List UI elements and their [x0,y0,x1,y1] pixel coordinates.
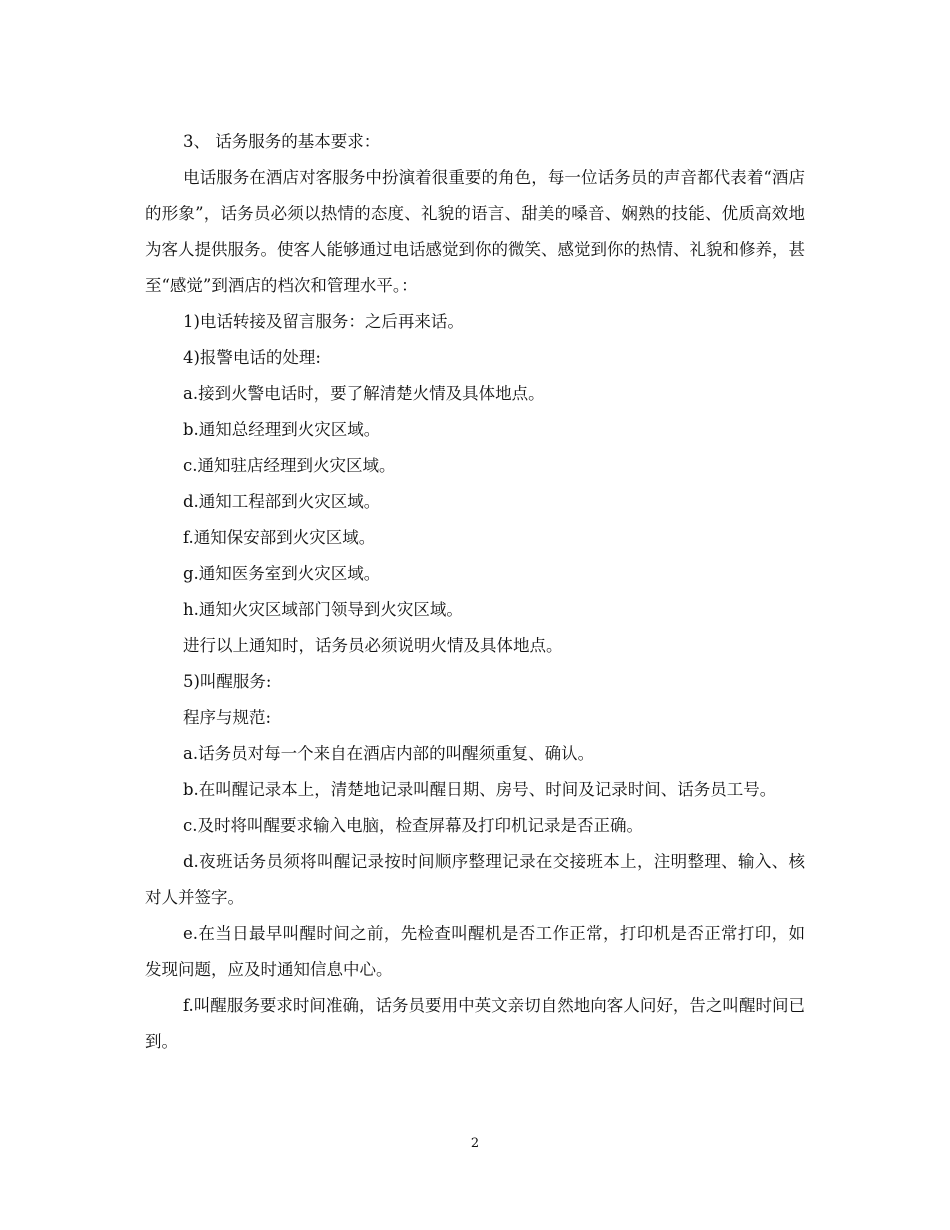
list-item: h.通知火灾区域部门领导到火灾区域。 [183,600,463,619]
document-body [145,124,805,1060]
list-item: d.通知工程部到火灾区域。 [183,492,381,511]
list-item: b.通知总经理到火灾区域。 [183,420,381,439]
procedure-heading: 程序与规范: [183,708,272,727]
intro-paragraph: 电话服务在酒店对客服务中扮演着很重要的角色，每一位话务员的声音都代表着“酒店的形象”，话务员必须以热情的态度、礼貌的语言、甜美的嗓音、娴熟的技能、优质高效地为客人提供服务。使客人能够通过电话感觉到你的微笑、感觉到你的热情、礼貌和修养，甚至“感觉”到酒店的档次和管理水平。： [145,168,805,295]
list-item: f.通知保安部到火灾区域。 [183,528,376,547]
subsection-wakeup: 5)叫醒服务: [183,672,272,691]
list-item: a.接到火警电话时，要了解清楚火情及具体地点。 [183,384,545,403]
subsection-transfer: 1)电话转接及留言服务：之后再来话。 [183,312,464,331]
list-item: c.通知驻店经理到火灾区域。 [183,456,396,475]
list-item: c.及时将叫醒要求输入电脑，检查屏幕及打印机记录是否正确。 [183,816,643,835]
list-item: e.在当日最早叫醒时间之前，先检查叫醒机是否工作正常，打印机是否正常打印，如发现问题，应及时通知信息中心。 [145,924,805,979]
list-item: a.话务员对每一个来自在酒店内部的叫醒须重复、确认。 [183,744,595,763]
note-paragraph: 进行以上通知时，话务员必须说明火情及具体地点。 [183,636,563,655]
list-item: f.叫醒服务要求时间准确，话务员要用中英文亲切自然地向客人问好，告之叫醒时间已到。 [145,996,805,1051]
page-number: 2 [470,1136,480,1151]
subsection-alarm: 4)报警电话的处理: [183,348,321,367]
list-item: d.夜班话务员须将叫醒记录按时间顺序整理记录在交接班本上，注明整理、输入、核对人并签字。 [145,852,805,907]
section-heading: 3、 话务服务的基本要求： [183,132,381,151]
list-item: b.在叫醒记录本上，清楚地记录叫醒日期、房号、时间及记录时间、话务员工号。 [183,780,777,799]
list-item: g.通知医务室到火灾区域。 [183,564,381,583]
